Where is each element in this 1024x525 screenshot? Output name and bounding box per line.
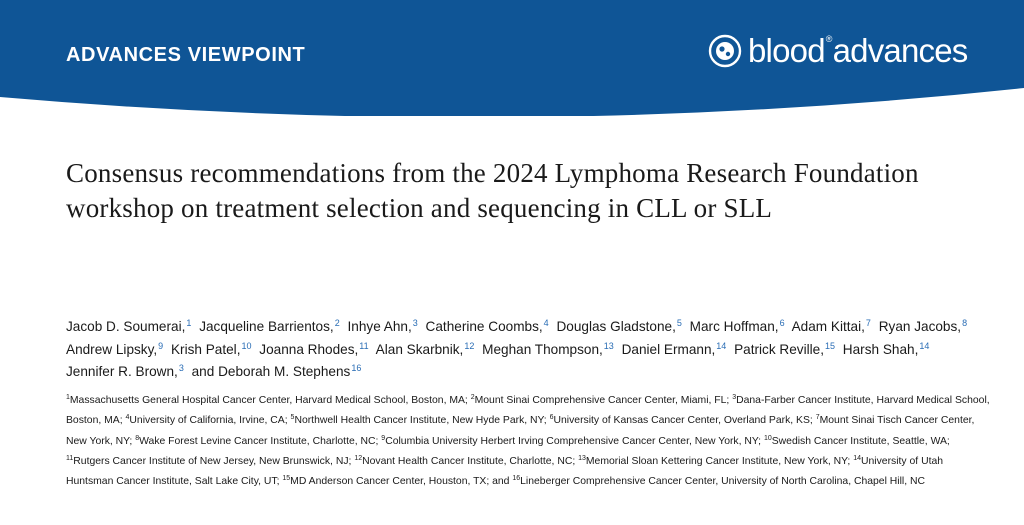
author-name [426, 319, 549, 334]
author-name-text: Adam Kittai, [791, 319, 865, 334]
author-name-text: Andrew Lipsky, [66, 341, 158, 357]
affiliation-text: Rutgers Cancer Institute of New Jersey, New Brunswick, NJ; [73, 455, 352, 467]
author-affiliation-ref[interactable]: 3 [412, 318, 418, 328]
journal-header [0, 0, 1024, 116]
author-affiliation-ref[interactable]: 11 [359, 340, 369, 351]
author-name [66, 319, 191, 334]
affiliation-text: Mount Sinai Tisch Cancer Center, New York, NY; [66, 415, 975, 447]
author-name-text: Douglas Gladstone, [556, 319, 676, 334]
author-name-text: Meghan Thompson, [482, 341, 603, 357]
author-affiliation-ref[interactable]: 16 [351, 363, 362, 373]
author-affiliation-ref[interactable]: 7 [865, 318, 871, 328]
affiliation-number: 8 [135, 434, 140, 442]
affiliation-number: 6 [549, 414, 554, 422]
affiliation-number: 2 [470, 394, 475, 401]
affiliation-text: University of Utah Huntsman Cancer Institute, Salt Lake City, UT; [66, 455, 944, 488]
author-name [734, 342, 835, 357]
author-name-text: Harsh Shah, [842, 341, 919, 357]
author-affiliation-ref[interactable]: 4 [543, 318, 549, 328]
author-name-text: Jennifer R. Brown, [66, 364, 178, 379]
author-affiliation-ref[interactable]: 14 [919, 340, 930, 351]
author-name [348, 319, 418, 334]
affiliation-text: Columbia University Herbert Irving Comprehensive Cancer Center, New York, NY; [385, 435, 762, 447]
author-name-text: Marc Hoffman, [689, 319, 779, 334]
affiliation-number: 9 [381, 434, 386, 442]
author-affiliation-ref[interactable]: 8 [962, 318, 968, 328]
section-label: ADVANCES VIEWPOINT [66, 44, 306, 66]
author-name-text: Jacqueline Barrientos, [199, 319, 334, 334]
blood-drop-logo-icon [708, 34, 742, 68]
author-name [792, 319, 871, 334]
affiliation-number: 11 [66, 454, 74, 462]
author-affiliation-ref[interactable]: 10 [241, 340, 252, 351]
affiliation-text: University of Kansas Cancer Center, Overland Park, KS; [553, 415, 813, 427]
author-affiliation-ref[interactable]: 5 [676, 318, 682, 328]
author-name-text: and Deborah M. Stephens [191, 364, 351, 379]
author-name [66, 364, 184, 379]
affiliation-text: Dana-Farber Cancer Institute, Harvard Medical School, Boston, MA; [66, 395, 990, 427]
author-name [259, 342, 368, 357]
author-name [879, 319, 967, 334]
author-affiliation-ref[interactable]: 14 [716, 340, 727, 351]
author-name [199, 319, 340, 334]
author-name [482, 342, 614, 357]
article-title: Consensus recommendations from the 2024 Lymphoma Research Foundation workshop on treatment selection and sequencing in CLL or SLL [66, 158, 919, 223]
affiliation-number: 10 [763, 434, 772, 442]
registered-mark: ® [825, 34, 832, 44]
author-name-text: Krish Patel, [170, 341, 241, 357]
affiliation-list [66, 389, 991, 490]
author-affiliation-ref[interactable]: 3 [178, 363, 184, 373]
author-name [171, 342, 252, 357]
affiliation-number: 4 [125, 414, 130, 422]
author-affiliation-ref[interactable]: 2 [334, 318, 340, 328]
affiliation-text: Lineberger Comprehensive Cancer Center, University of North Carolina, Chapel Hill, NC [520, 476, 925, 488]
affiliation-text: Massachusetts General Hospital Cancer Center, Harvard Medical School, Boston, MA; [69, 395, 468, 406]
journal-name-blood: blood [748, 32, 825, 69]
affiliation-text: Northwell Health Cancer Institute, New Hyde Park, NY; [294, 415, 547, 427]
author-affiliation-ref[interactable]: 6 [779, 318, 785, 328]
journal-name [748, 32, 967, 70]
author-name [376, 342, 475, 357]
author-name [192, 364, 362, 379]
affiliation-number: 16 [512, 475, 521, 483]
affiliation-text: Mount Sinai Comprehensive Cancer Center, Miami, FL; [474, 395, 730, 406]
author-name [843, 342, 930, 357]
author-affiliation-ref[interactable]: 12 [464, 340, 475, 351]
affiliation-text: Wake Forest Levine Cancer Institute, Charlotte, NC; [139, 435, 379, 447]
affiliation-text: MD Anderson Cancer Center, Houston, TX; and [290, 476, 510, 488]
affiliation-text: Memorial Sloan Kettering Cancer Institute, New York, NY; [585, 455, 851, 467]
affiliation-text: Novant Health Cancer Institute, Charlotte, NC; [362, 455, 576, 467]
author-affiliation-ref[interactable]: 13 [603, 340, 614, 351]
author-affiliation-ref[interactable]: 9 [158, 340, 164, 351]
affiliation-number: 5 [290, 414, 295, 422]
author-name-text: Inhye Ahn, [347, 319, 412, 334]
author-name-text: Ryan Jacobs, [878, 319, 962, 334]
affiliation-number: 13 [578, 454, 586, 462]
author-name-text: Daniel Ermann, [621, 341, 716, 357]
author-name-text: Alan Skarbnik, [375, 341, 464, 357]
affiliation-text: Swedish Cancer Institute, Seattle, WA; [771, 435, 950, 447]
affiliation-text: University of California, Irvine, CA; [129, 415, 288, 427]
journal-name-advances: advances [832, 32, 968, 69]
affiliation-number: 14 [853, 454, 862, 462]
journal-brand[interactable] [708, 26, 967, 76]
author-name-text: Joanna Rhodes, [259, 341, 359, 357]
affiliation-number: 3 [732, 394, 737, 401]
author-name [66, 342, 163, 357]
affiliation-number: 1 [66, 394, 70, 401]
author-name [690, 319, 785, 334]
affiliation-number: 12 [354, 454, 363, 462]
author-list [66, 314, 986, 382]
author-name-text: Jacob D. Soumerai, [66, 319, 186, 334]
affiliation-number: 15 [282, 475, 291, 483]
author-name [556, 319, 681, 334]
author-name-text: Patrick Reville, [734, 341, 824, 357]
author-name [622, 342, 727, 357]
author-name-text: Catherine Coombs, [425, 319, 543, 334]
author-affiliation-ref[interactable]: 15 [825, 340, 836, 351]
author-affiliation-ref[interactable]: 1 [186, 318, 192, 328]
affiliation-number: 7 [815, 414, 820, 422]
